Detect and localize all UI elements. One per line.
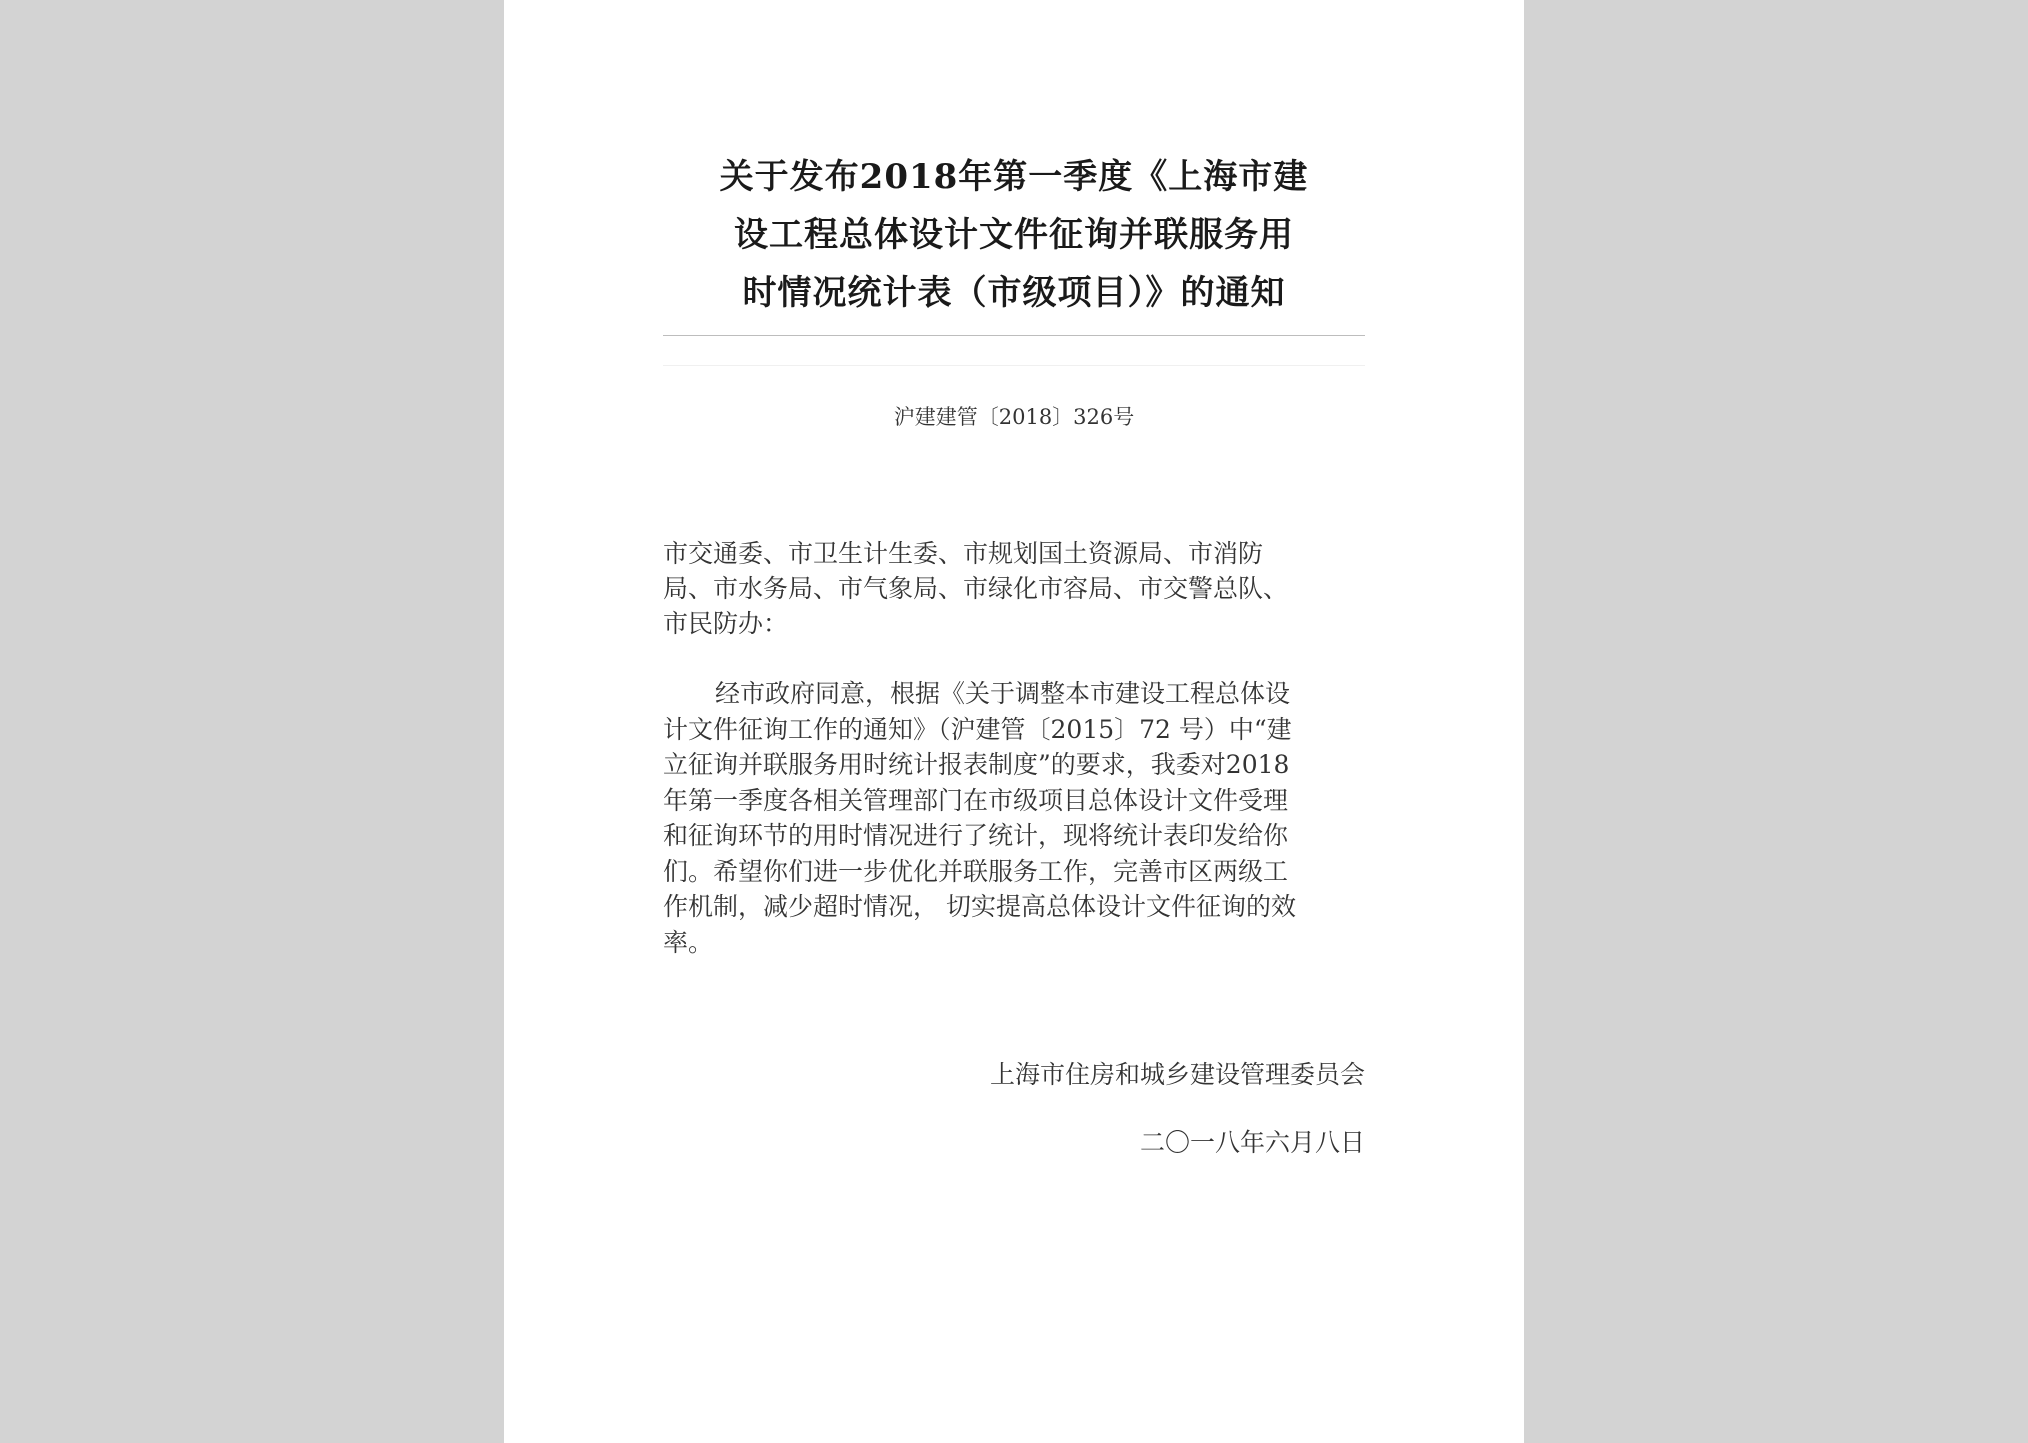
title-divider — [663, 335, 1365, 336]
addressee-block — [663, 536, 1365, 641]
title-line: 关于发布2018年第一季度《上海市建 — [719, 157, 1309, 197]
title-line: 时情况统计表（市级项目）》的通知 — [742, 273, 1286, 313]
body-line: 率。 — [663, 927, 714, 957]
issue-date: 二〇一八年六月八日 — [1139, 1128, 1365, 1157]
body-line: 立征询并联服务用时统计报表制度”的要求，我委对2018 — [663, 750, 1290, 779]
title-line: 设工程总体设计文件征询并联服务用 — [734, 215, 1294, 255]
addressee-line: 市交通委、市卫生计生委、市规划国土资源局、市消防 — [663, 539, 1264, 568]
body-paragraph — [663, 676, 1365, 960]
document-title — [663, 148, 1365, 322]
body-line: 计文件征询工作的通知》（沪建管〔2015〕72 号）中“建 — [663, 714, 1292, 744]
body-line: 作机制，减少超时情况， 切实提高总体设计文件征询的效 — [663, 892, 1296, 921]
addressee-line: 局、市水务局、市气象局、市绿化市容局、市交警总队、 — [663, 574, 1289, 603]
document-number: 沪建建管〔2018〕326号 — [893, 405, 1135, 429]
body-line: 年第一季度各相关管理部门在市级项目总体设计文件受理 — [663, 785, 1289, 815]
body-line: 们。希望你们进一步优化并联服务工作，完善市区两级工 — [663, 856, 1289, 886]
body-line: 经市政府同意，根据《关于调整本市建设工程总体设 — [715, 679, 1291, 708]
issuing-authority: 上海市住房和城乡建设管理委员会 — [989, 1060, 1365, 1089]
document-page — [504, 0, 1524, 1443]
body-line: 和征询环节的用时情况进行了统计，现将统计表印发给你 — [663, 821, 1289, 850]
faint-divider — [663, 365, 1365, 366]
addressee-line: 市民防办： — [663, 609, 789, 638]
